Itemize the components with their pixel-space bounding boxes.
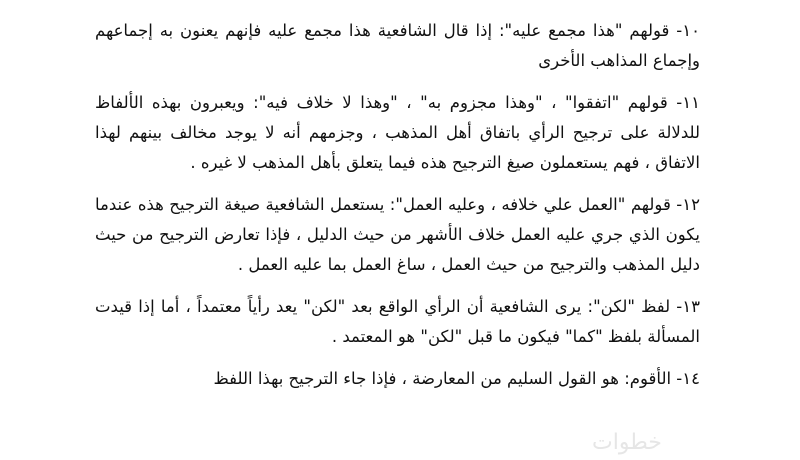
paragraph-item-14: ١٤- الأقوم: هو القول السليم من المعارضة ، فإذا جاء الترجيح بهذا اللفظ: [213, 369, 700, 388]
document-page: [95, 0, 700, 406]
watermark: خطوات: [592, 430, 662, 455]
paragraph-item-13: ١٣- لفظ "لكن": يرى الشافعية أن الرأي الواقع بعد "لكن" يعد رأياً معتمداً ، أما إذا قيدت المسألة بلفظ "كما" فيكون ما قبل "لكن" هو المعتمد .: [95, 297, 700, 346]
paragraph-item-10: ١٠- قولهم "هذا مجمع عليه": إذا قال الشافعية هذا مجمع عليه فإنهم يعنون به إجماعهم وإجماع المذاهب الأخرى: [95, 21, 700, 70]
paragraph-item-11: ١١- قولهم "اتفقوا" ، "وهذا مجزوم به" ، "وهذا لا خلاف فيه": ويعبرون بهذه الألفاظ للدلالة على ترجيح الرأي باتفاق أهل المذهب ، وجزمهم أنه لا يوجد مخالف بينهم لهذا الاتفاق ، فهم يستعملون صيغ الترجيح هذه فيما يتعلق بأهل المذهب لا غيره .: [95, 93, 700, 172]
paragraph-continuation: [95, 0, 700, 4]
paragraph-item-12: ١٢- قولهم "العمل علي خلافه ، وعليه العمل": يستعمل الشافعية صيغة الترجيح هذه عندما يكون الذي جري عليه العمل خلاف الأشهر من حيث الدليل ، فإذا تعارض الترجيح من حيث دليل المذهب والترجيح من حيث العمل ، ساغ العمل بما عليه العمل .: [95, 195, 700, 274]
